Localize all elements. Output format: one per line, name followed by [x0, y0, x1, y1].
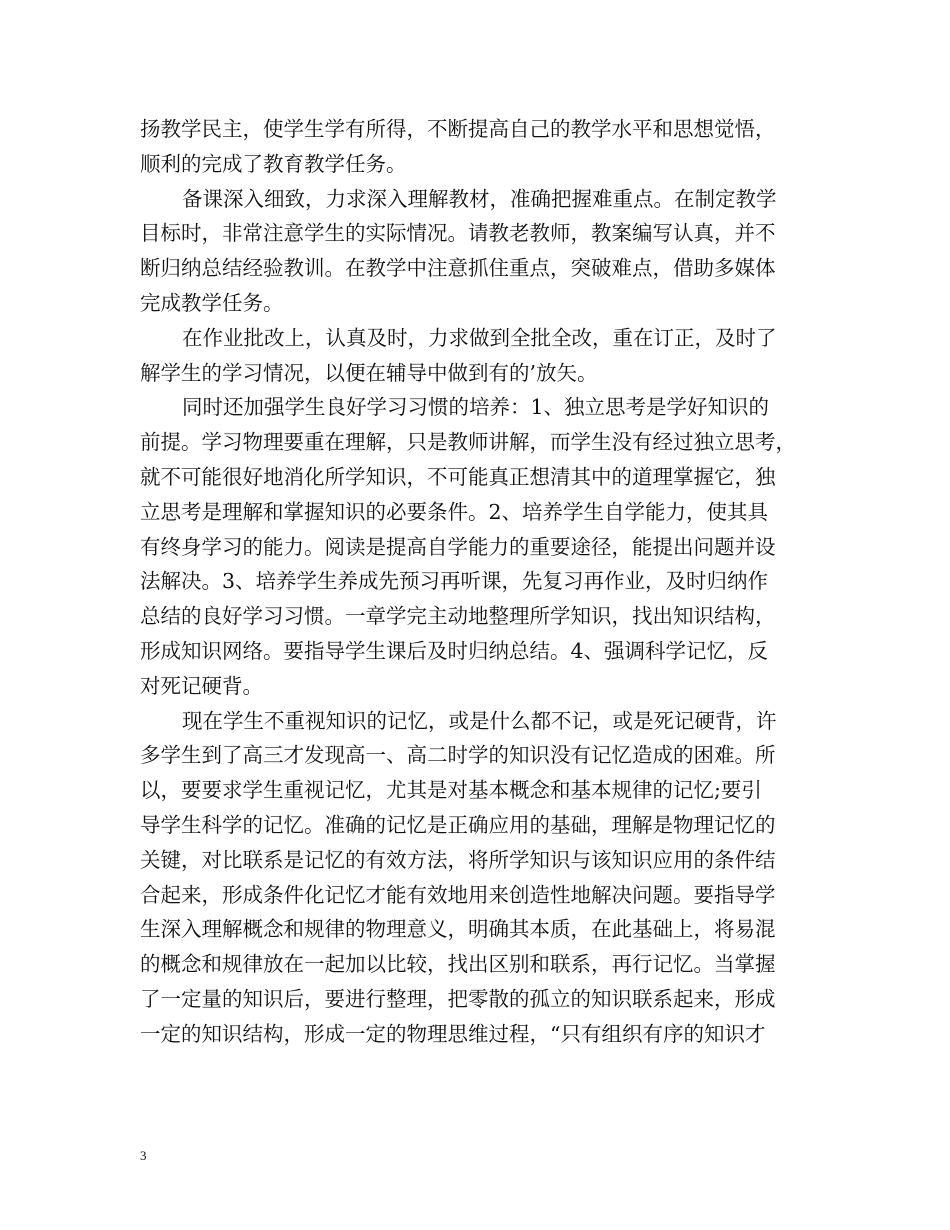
paragraph-start-line: 在作业批改上，认真及时，力求做到全批全改，重在订正，及时了	[182, 325, 777, 350]
text-line: 的概念和规律放在一起加以比较，找出区别和联系，再行记忆。当掌握	[140, 952, 776, 977]
text-line: 形成知识网络。要指导学生课后及时归纳总结。4、强调科学记忆，反	[140, 638, 769, 663]
text-line: 关键，对比联系是记忆的有效方法，将所学知识与该知识应用的条件结	[140, 847, 776, 872]
text-line: 断归纳总结经验教训。在教学中注意抓住重点，突破难点，借助多媒体	[140, 256, 776, 281]
text-line: 前提。学习物理要重在理解，只是教师讲解，而学生没有经过独立思考，	[140, 430, 796, 455]
paragraph-start-line: 备课深入细致，力求深入理解教材，准确把握难重点。在制定教学	[182, 186, 777, 211]
body-text	[140, 112, 830, 1052]
text-line: 了一定量的知识后，要进行整理，把零散的孤立的知识联系起来，形成	[140, 986, 776, 1011]
text-line: 完成教学任务。	[140, 290, 284, 315]
text-line: 解学生的学习情况，以便在辅导中做到有的’放矢。	[140, 360, 598, 385]
text-line: 目标时，非常注意学生的实际情况。请教老教师，教案编写认真，并不	[140, 221, 776, 246]
text-line: 导学生科学的记忆。准确的记忆是正确应用的基础，理解是物理记忆的	[140, 812, 776, 837]
page-number: 3	[140, 1148, 147, 1163]
text-line: 对死记硬背。	[140, 673, 263, 698]
text-line: 合起来，形成条件化记忆才能有效地用来创造性地解决问题。要指导学	[140, 882, 776, 907]
text-line: 扬教学民主，使学生学有所得，不断提高自己的教学水平和思想觉悟，	[140, 117, 776, 141]
text-line: 法解决。3、培养学生养成先预习再听课，先复习再作业，及时归纳作	[140, 569, 769, 594]
text-line: 以，要要求学生重视记忆，尤其是对基本概念和基本规律的记忆;要引	[140, 778, 762, 803]
text-line: 生深入理解概念和规律的物理意义，明确其本质，在此基础上，将易混	[140, 917, 776, 942]
text-line: 就不可能很好地消化所学知识，不可能真正想清其中的道理掌握它，独	[140, 464, 776, 489]
paragraph-start-line: 同时还加强学生良好学习习惯的培养：1、独立思考是学好知识的	[182, 395, 770, 420]
text-line: 总结的良好学习习惯。一章学完主动地整理所学知识，找出知识结构，	[140, 604, 776, 629]
text-line: 立思考是理解和掌握知识的必要条件。2、培养学生自学能力，使其具	[140, 499, 769, 524]
text-line: 一定的知识结构，形成一定的物理思维过程，“只有组织有序的知识才	[140, 1021, 766, 1046]
paragraph-start-line: 现在学生不重视知识的记忆，或是什么都不记，或是死记硬背，许	[182, 708, 777, 733]
text-line: 多学生到了高三才发现高一、高二时学的知识没有记忆造成的困难。所	[140, 743, 776, 768]
text-line: 顺利的完成了教育教学任务。	[140, 151, 407, 176]
text-line: 有终身学习的能力。阅读是提高自学能力的重要途径，能提出问题并设	[140, 534, 776, 559]
